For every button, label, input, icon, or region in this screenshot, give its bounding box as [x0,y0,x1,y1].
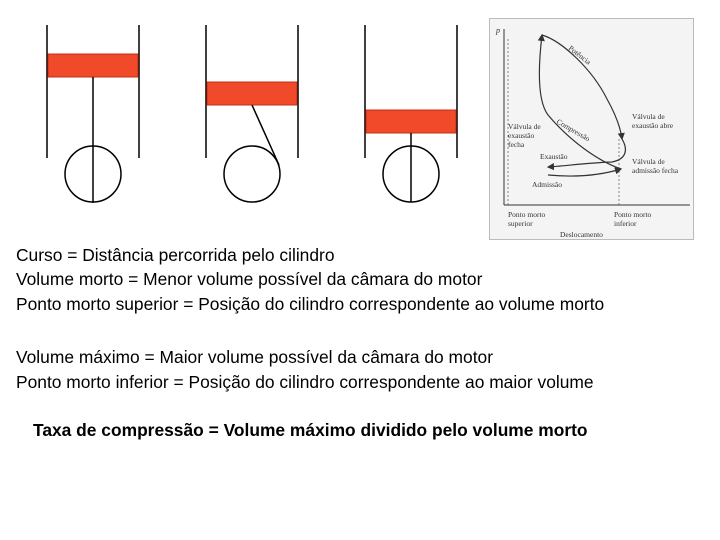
intake-line [548,169,621,176]
bdc-label [614,210,652,228]
svg-text:Válvula de: Válvula de [508,122,541,131]
definition-stroke: Curso = Distância percorrida pelo cilindro [16,245,335,265]
pv-diagram-plot [490,19,695,241]
svg-text:fecha: fecha [508,140,525,149]
svg-text:Válvula de: Válvula de [632,112,665,121]
svg-text:Ponto morto: Ponto morto [508,210,546,219]
exhaust-opens-label [632,112,674,130]
svg-text:admissão fecha: admissão fecha [632,166,679,175]
svg-text:superior: superior [508,219,533,228]
definition-bottom-dead-center: Ponto morto inferior = Posição do cilindro correspondente ao maior volume [16,372,594,392]
y-axis-label: p [496,26,500,35]
definition-top-dead-center: Ponto morto superior = Posição do cilindro correspondente ao volume morto [16,294,605,314]
compression-label: Compressão [555,116,592,144]
compression-ratio-definition: Taxa de compressão = Volume máximo dividido pelo volume morto [33,420,588,440]
cylinder-bottom-dead-center [365,25,457,202]
piston [366,110,456,133]
crankshaft-circle [224,146,280,202]
svg-text:Válvula de: Válvula de [632,157,665,166]
power-label: Potência [566,43,593,67]
svg-text:exaustão abre: exaustão abre [632,121,674,130]
cylinder-mid-stroke [206,25,298,202]
cylinder-top-dead-center [47,25,139,203]
exhaust-closes-label [508,122,541,149]
connecting-rod [252,105,279,165]
x-axis-label: Deslocamento [560,230,603,239]
definition-max-volume: Volume máximo = Maior volume possível da câmara do motor [16,347,493,367]
intake-closes-label [632,157,679,175]
pv-diagram [489,18,694,240]
intake-label: Admissão [532,180,562,189]
svg-text:exaustão: exaustão [508,131,535,140]
piston [207,82,297,105]
svg-text:Ponto morto: Ponto morto [614,210,652,219]
svg-text:inferior: inferior [614,219,637,228]
definition-dead-volume: Volume morto = Menor volume possível da câmara do motor [16,269,483,289]
tdc-label [508,210,546,228]
exhaust-label: Exaustão [540,152,568,161]
piston [48,54,138,77]
